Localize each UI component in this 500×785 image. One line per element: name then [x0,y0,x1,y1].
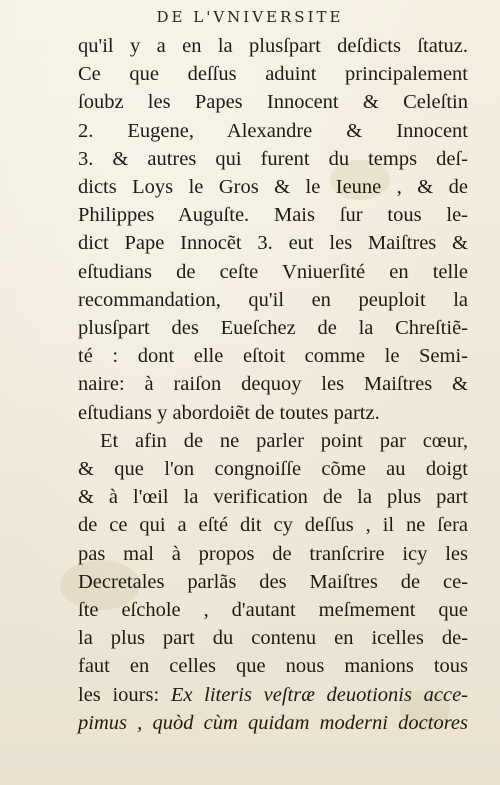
text-line: Ce que deſſus aduint principalement [78,63,468,86]
text-line: dicts Loys le Gros & le Ieune , & de [78,176,468,199]
text-line: eſtudians de ceſte Vniuerſité en telle [78,260,468,283]
text-line-mixed [78,681,468,709]
text-line: qu'il y a en la plusſpart deſdicts ſtatuz. [78,35,468,57]
text-line: faut en celles que nous manions tous [78,655,468,678]
text-line: eſtudians y abordoiẽt de toutes partz. [78,401,380,424]
text-line: & que l'on congnoiſſe cõme au doigt [78,458,468,481]
text-line: plusſpart des Eueſchez de la Chreſtiẽ- [78,317,468,340]
text-line: ſoubz les Papes Innocent & Celeſtin [78,91,468,114]
text-line: de ce qui a eſté dit cy deſſus , il ne ſera [78,514,468,537]
roman-segment: les iours: [78,683,171,706]
paragraph-start-line: Et afin de ne parler point par cœur, [100,429,468,452]
text-line: pas mal à propos de tranſcrire icy les [78,542,468,565]
text-line: Philippes Auguſte. Mais ſur tous le- [78,204,468,227]
latin-quote-segment: Ex literis veſtræ deuotionis acce- [170,683,469,706]
text-line: & à l'œil la verification de la plus part [78,486,468,509]
text-line: 2. Eugene, Alexandre & Innocent [78,119,468,142]
page-body-text [78,32,468,737]
text-line: naire: à raiſon dequoy les Maiſtres & [78,373,468,396]
text-line: 3. & autres qui furent du temps deſ- [78,147,468,170]
text-line: ſte eſchole , d'autant meſmement que [78,599,468,622]
text-line: Decretales parlãs des Maiſtres de ce- [78,570,468,593]
text-line: la plus part du contenu en icelles de- [78,627,468,650]
text-line: recommandation, qu'il en peuploit la [78,288,468,311]
running-header: DE L'VNIVERSITE [156,8,344,26]
latin-quote-line: pimus , quòd cùm quidam moderni doctores [78,711,468,734]
text-line: té : dont elle eſtoit comme le Semi- [78,345,468,368]
text-line: dict Pape Innocẽt 3. eut les Maiſtres & [78,232,468,255]
